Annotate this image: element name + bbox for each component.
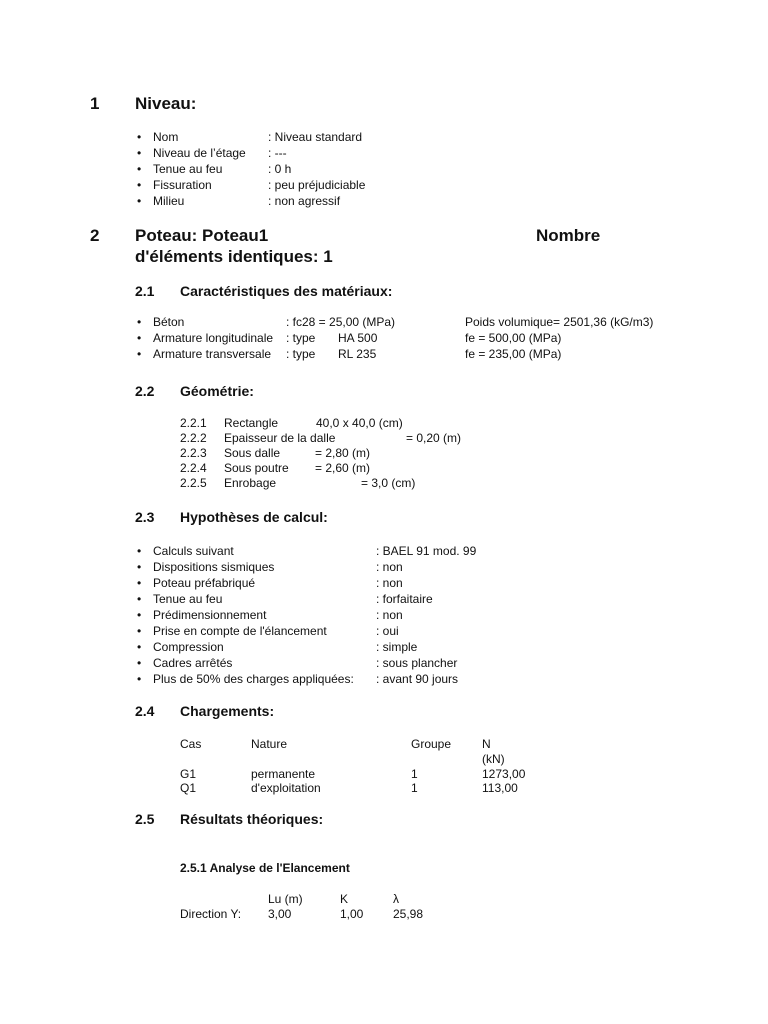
geometry-value: = 3,0 (cm)	[361, 476, 416, 490]
material-spec: : fc28 = 25,00 (MPa)	[286, 315, 396, 329]
geometry-number: 2.2.2	[180, 431, 207, 445]
table-cell-cas: Q1	[180, 781, 197, 795]
list-bullet: •	[137, 315, 142, 329]
material-spec: : type	[286, 331, 316, 345]
list-item-value: : 0 h	[268, 162, 292, 176]
material-label: Armature longitudinale	[153, 331, 274, 345]
section-1-number: 1	[90, 94, 100, 113]
list-bullet: •	[137, 608, 142, 622]
hypothesis-label: Prédimensionnement	[153, 608, 267, 622]
list-item-value: : Niveau standard	[268, 130, 363, 144]
list-item-label: Niveau de l’étage	[153, 146, 246, 160]
list-bullet: •	[137, 624, 142, 638]
column-header-groupe: Groupe	[411, 737, 452, 751]
row-label-direction-y: Direction Y:	[180, 907, 242, 921]
hypothesis-value: : non	[376, 576, 403, 590]
list-bullet: •	[137, 560, 142, 574]
hypothesis-value: : non	[376, 608, 403, 622]
hypothesis-value: : BAEL 91 mod. 99	[376, 544, 477, 558]
column-header-nature: Nature	[251, 737, 288, 751]
list-item-label: Nom	[153, 130, 179, 144]
list-bullet: •	[137, 576, 142, 590]
material-property: Poids volumique= 2501,36 (kG/m3)	[465, 315, 654, 329]
hypothesis-value: : non	[376, 560, 403, 574]
list-bullet: •	[137, 162, 142, 176]
section-2-3-number: 2.3	[135, 509, 155, 525]
list-item-label: Fissuration	[153, 178, 212, 192]
section-2-5-number: 2.5	[135, 811, 155, 827]
geometry-value: 40,0 x 40,0 (cm)	[316, 416, 403, 430]
hypothesis-label: Poteau préfabriqué	[153, 576, 256, 590]
hypothesis-value: : simple	[376, 640, 418, 654]
hypothesis-value: : avant 90 jours	[376, 672, 459, 686]
list-bullet: •	[137, 672, 142, 686]
geometry-number: 2.2.3	[180, 446, 207, 460]
list-bullet: •	[137, 331, 142, 345]
geometry-label: Sous dalle	[224, 446, 281, 460]
material-label: Armature transversale	[153, 347, 272, 361]
geometry-value: = 2,60 (m)	[315, 461, 371, 475]
table-cell-k: 1,00	[340, 907, 364, 921]
section-2-3-title: Hypothèses de calcul:	[180, 509, 328, 525]
table-cell-groupe: 1	[411, 781, 418, 795]
geometry-number: 2.2.5	[180, 476, 207, 490]
geometry-label: Enrobage	[224, 476, 277, 490]
column-header-cas: Cas	[180, 737, 202, 751]
geometry-label: Epaisseur de la dalle	[224, 431, 336, 445]
section-2-number: 2	[90, 226, 100, 245]
geometry-value: = 0,20 (m)	[406, 431, 462, 445]
table-cell-nature: permanente	[251, 767, 316, 781]
hypothesis-label: Dispositions sismiques	[153, 560, 275, 574]
list-bullet: •	[137, 640, 142, 654]
table-cell-lambda: 25,98	[393, 907, 424, 921]
hypothesis-label: Tenue au feu	[153, 592, 223, 606]
list-item-label: Tenue au feu	[153, 162, 223, 176]
section-2-2-title: Géométrie:	[180, 383, 254, 399]
material-type: HA 500	[338, 331, 378, 345]
subsection-2-5-1-title: 2.5.1 Analyse de l'Elancement	[180, 861, 350, 875]
section-2-subtitle: d'éléments identiques: 1	[135, 247, 333, 266]
section-1-title: Niveau:	[135, 94, 197, 113]
geometry-label: Rectangle	[224, 416, 279, 430]
material-type: RL 235	[338, 347, 377, 361]
list-bullet: •	[137, 656, 142, 670]
geometry-label: Sous poutre	[224, 461, 289, 475]
list-bullet: •	[137, 194, 142, 208]
material-property: fe = 235,00 (MPa)	[465, 347, 562, 361]
material-label: Béton	[153, 315, 185, 329]
hypothesis-label: Compression	[153, 640, 224, 654]
section-2-4-title: Chargements:	[180, 703, 275, 719]
hypothesis-value: : forfaitaire	[376, 592, 433, 606]
list-bullet: •	[137, 592, 142, 606]
list-item-label: Milieu	[153, 194, 185, 208]
column-header-k: K	[340, 892, 349, 906]
section-2-1-title: Caractéristiques des matériaux:	[180, 283, 393, 299]
list-bullet: •	[137, 178, 142, 192]
table-cell-groupe: 1	[411, 767, 418, 781]
section-2-title-right: Nombre	[536, 226, 601, 245]
material-spec: : type	[286, 347, 316, 361]
table-cell-n: 1273,00	[482, 767, 526, 781]
geometry-value: = 2,80 (m)	[315, 446, 371, 460]
geometry-number: 2.2.1	[180, 416, 207, 430]
section-2-2-number: 2.2	[135, 383, 155, 399]
hypothesis-label: Prise en compte de l'élancement	[153, 624, 327, 638]
hypothesis-value: : oui	[376, 624, 399, 638]
column-header-n: N	[482, 737, 491, 751]
table-cell-cas: G1	[180, 767, 197, 781]
list-item-value: : ---	[268, 146, 287, 160]
hypothesis-label: Plus de 50% des charges appliquées:	[153, 672, 354, 686]
list-item-value: : non agressif	[268, 194, 341, 208]
table-cell-nature: d'exploitation	[251, 781, 321, 795]
table-cell-n: 113,00	[482, 781, 518, 795]
geometry-number: 2.2.4	[180, 461, 207, 475]
hypothesis-label: Calculs suivant	[153, 544, 234, 558]
section-2-5-title: Résultats théoriques:	[180, 811, 324, 827]
column-header-unit: (kN)	[482, 752, 505, 766]
table-cell-lu: 3,00	[268, 907, 292, 921]
section-2-1-number: 2.1	[135, 283, 155, 299]
hypothesis-value: : sous plancher	[376, 656, 458, 670]
list-bullet: •	[137, 130, 142, 144]
column-header-lambda: λ	[393, 892, 399, 906]
section-2-4-number: 2.4	[135, 703, 155, 719]
hypothesis-label: Cadres arrêtés	[153, 656, 233, 670]
list-bullet: •	[137, 146, 142, 160]
list-item-value: : peu préjudiciable	[268, 178, 366, 192]
section-2-title: Poteau: Poteau1	[135, 226, 269, 245]
column-header-lu: Lu (m)	[268, 892, 303, 906]
material-property: fe = 500,00 (MPa)	[465, 331, 562, 345]
list-bullet: •	[137, 347, 142, 361]
list-bullet: •	[137, 544, 142, 558]
